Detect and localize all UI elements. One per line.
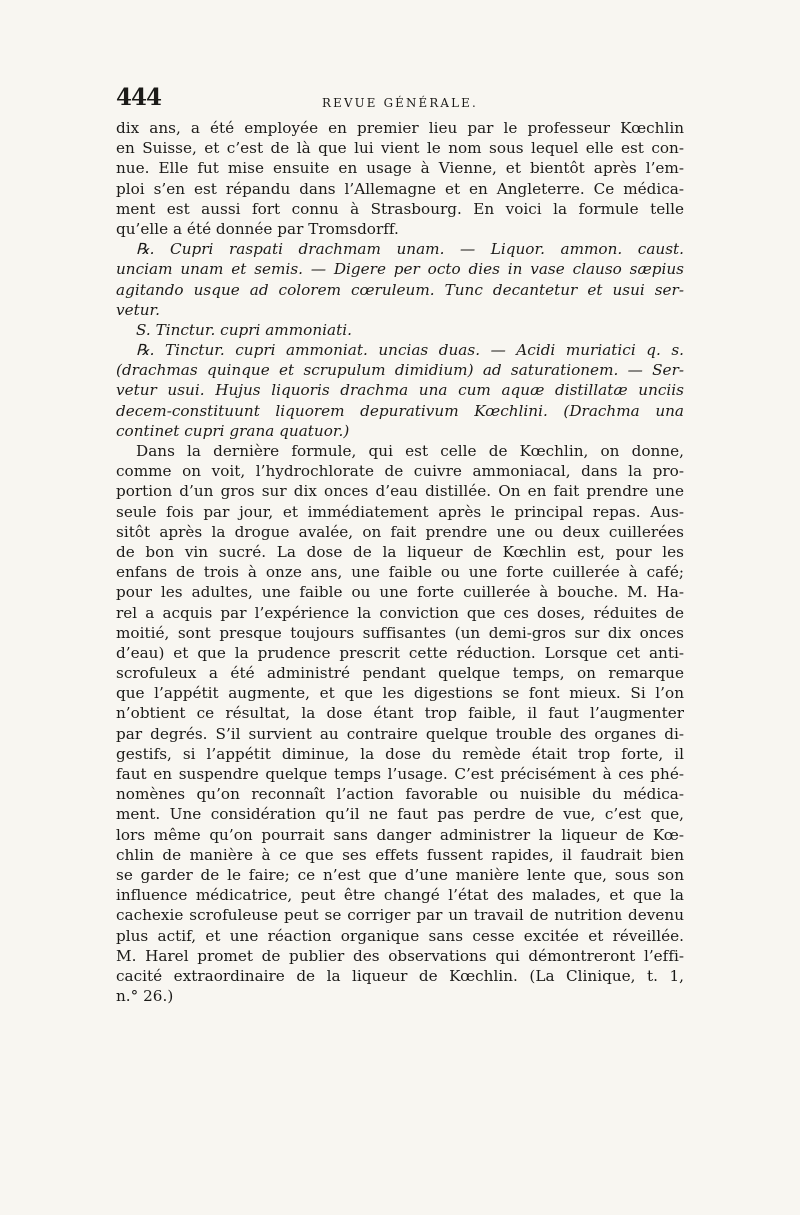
text-line: chlin de manière à ce que ses effets fussent rapides, il faudrait bien [116, 845, 684, 864]
text-line: n’obtient ce résultat, la dose étant trop faible, il faut l’augmenter [116, 704, 684, 723]
latin-formula-line: unciam unam et semis. — Digere per octo dies in vase clauso sæpius [116, 260, 684, 279]
latin-formula-line: (drachmas quinque et scrupulum dimidium) ad saturationem. — Ser- [116, 361, 684, 380]
text-line: cachexie scrofuleuse peut se corriger par un travail de nutrition devenu [116, 906, 684, 925]
latin-formula-line: ℞. Cupri raspati drachmam unam. — Liquor. ammon. caust. [136, 240, 684, 259]
text-line: d’eau) et que la prudence prescrit cette réduction. Lorsque cet anti- [116, 643, 684, 662]
text-line: cacité extraordinaire de la liqueur de Kœchlin. (La Clinique, t. 1, [116, 966, 684, 985]
text-line: moitié, sont presque toujours suffisantes (un demi-gros sur dix onces [116, 623, 684, 642]
text-line: plus actif, et une réaction organique sans cesse excitée et réveillée. [116, 926, 684, 945]
text-line: rel a acquis par l’expérience la conviction que ces doses, réduites de [116, 603, 684, 622]
latin-formula-line: vetur usui. Hujus liquoris drachma una cum aquæ distillatæ unciis [116, 381, 684, 400]
latin-formula-line: S. Tinctur. cupri ammoniati. [136, 320, 352, 339]
text-line: par degrés. S’il survient au contraire quelque trouble des organes di- [116, 724, 684, 743]
running-head: REVUE GÉNÉRALE. [322, 96, 478, 110]
text-line: seule fois par jour, et immédiatement après le principal repas. Aus- [116, 502, 684, 521]
text-line: se garder de le faire; ce n’est que d’une manière lente que, sous son [116, 865, 684, 884]
text-line: n.° 26.) [116, 987, 174, 1006]
page-number: 444 [116, 84, 162, 111]
text-line: gestifs, si l’appétit diminue, la dose du remède était trop forte, il [116, 744, 684, 763]
latin-formula-line: vetur. [116, 300, 160, 319]
latin-formula-line: decem-constituunt liquorem depurativum Kœchlini. (Drachma una [116, 401, 684, 420]
text-line: pour les adultes, une faible ou une forte cuillerée à bouche. M. Ha- [116, 583, 684, 602]
latin-formula-line: agitando usque ad colorem cœruleum. Tunc decantetur et usui ser- [116, 280, 684, 299]
latin-formula-line: ℞. Tinctur. cupri ammoniat. uncias duas. — Acidi muriatici q. s. [136, 341, 684, 360]
text-line: qu’elle a été donnée par Tromsdorff. [116, 219, 399, 238]
text-line: que l’appétit augmente, et que les digestions se font mieux. Si l’on [116, 684, 684, 703]
latin-formula-line: continet cupri grana quatuor.) [116, 421, 350, 440]
text-line: nue. Elle fut mise ensuite en usage à Vienne, et bientôt après l’em- [116, 159, 684, 178]
text-line: M. Harel promet de publier des observations qui démontreront l’effi- [116, 946, 684, 965]
text-line: ment. Une considération qu’il ne faut pas perdre de vue, c’est que, [116, 805, 684, 824]
text-line: dix ans, a été employée en premier lieu par le professeur Kœchlin [116, 119, 684, 137]
text-line: sitôt après la drogue avalée, on fait prendre une ou deux cuillerées [116, 522, 684, 541]
page-header [116, 84, 684, 116]
page-text-block [116, 84, 684, 1006]
text-line: nomènes qu’on reconnaît l’action favorable ou nuisible du médica- [116, 785, 684, 804]
text-line: ment est aussi fort connu à Strasbourg. En voici la formule telle [116, 199, 684, 218]
text-line: scrofuleux a été administré pendant quelque temps, on remarque [116, 664, 684, 683]
text-line: de bon vin sucré. La dose de la liqueur de Kœchlin est, pour les [116, 542, 684, 561]
text-line: comme on voit, l’hydrochlorate de cuivre ammoniacal, dans la pro- [116, 462, 684, 481]
text-line: faut en suspendre quelque temps l’usage. C’est précisément à ces phé- [116, 765, 684, 783]
text-line: enfans de trois à onze ans, une faible ou une forte cuillerée à café; [116, 563, 684, 582]
text-line: ploi s’en est répandu dans l’Allemagne et en Angleterre. Ce médica- [116, 179, 684, 198]
text-line: en Suisse, et c’est de là que lui vient le nom sous lequel elle est con- [116, 139, 684, 158]
text-line: portion d’un gros sur dix onces d’eau distillée. On en fait prendre une [116, 482, 684, 501]
text-line: influence médicatrice, peut être changé l’état des malades, et que la [116, 886, 684, 905]
text-line: lors même qu’on pourrait sans danger administrer la liqueur de Kœ- [116, 825, 684, 844]
text-line: Dans la dernière formule, qui est celle de Kœchlin, on donne, [136, 442, 684, 460]
